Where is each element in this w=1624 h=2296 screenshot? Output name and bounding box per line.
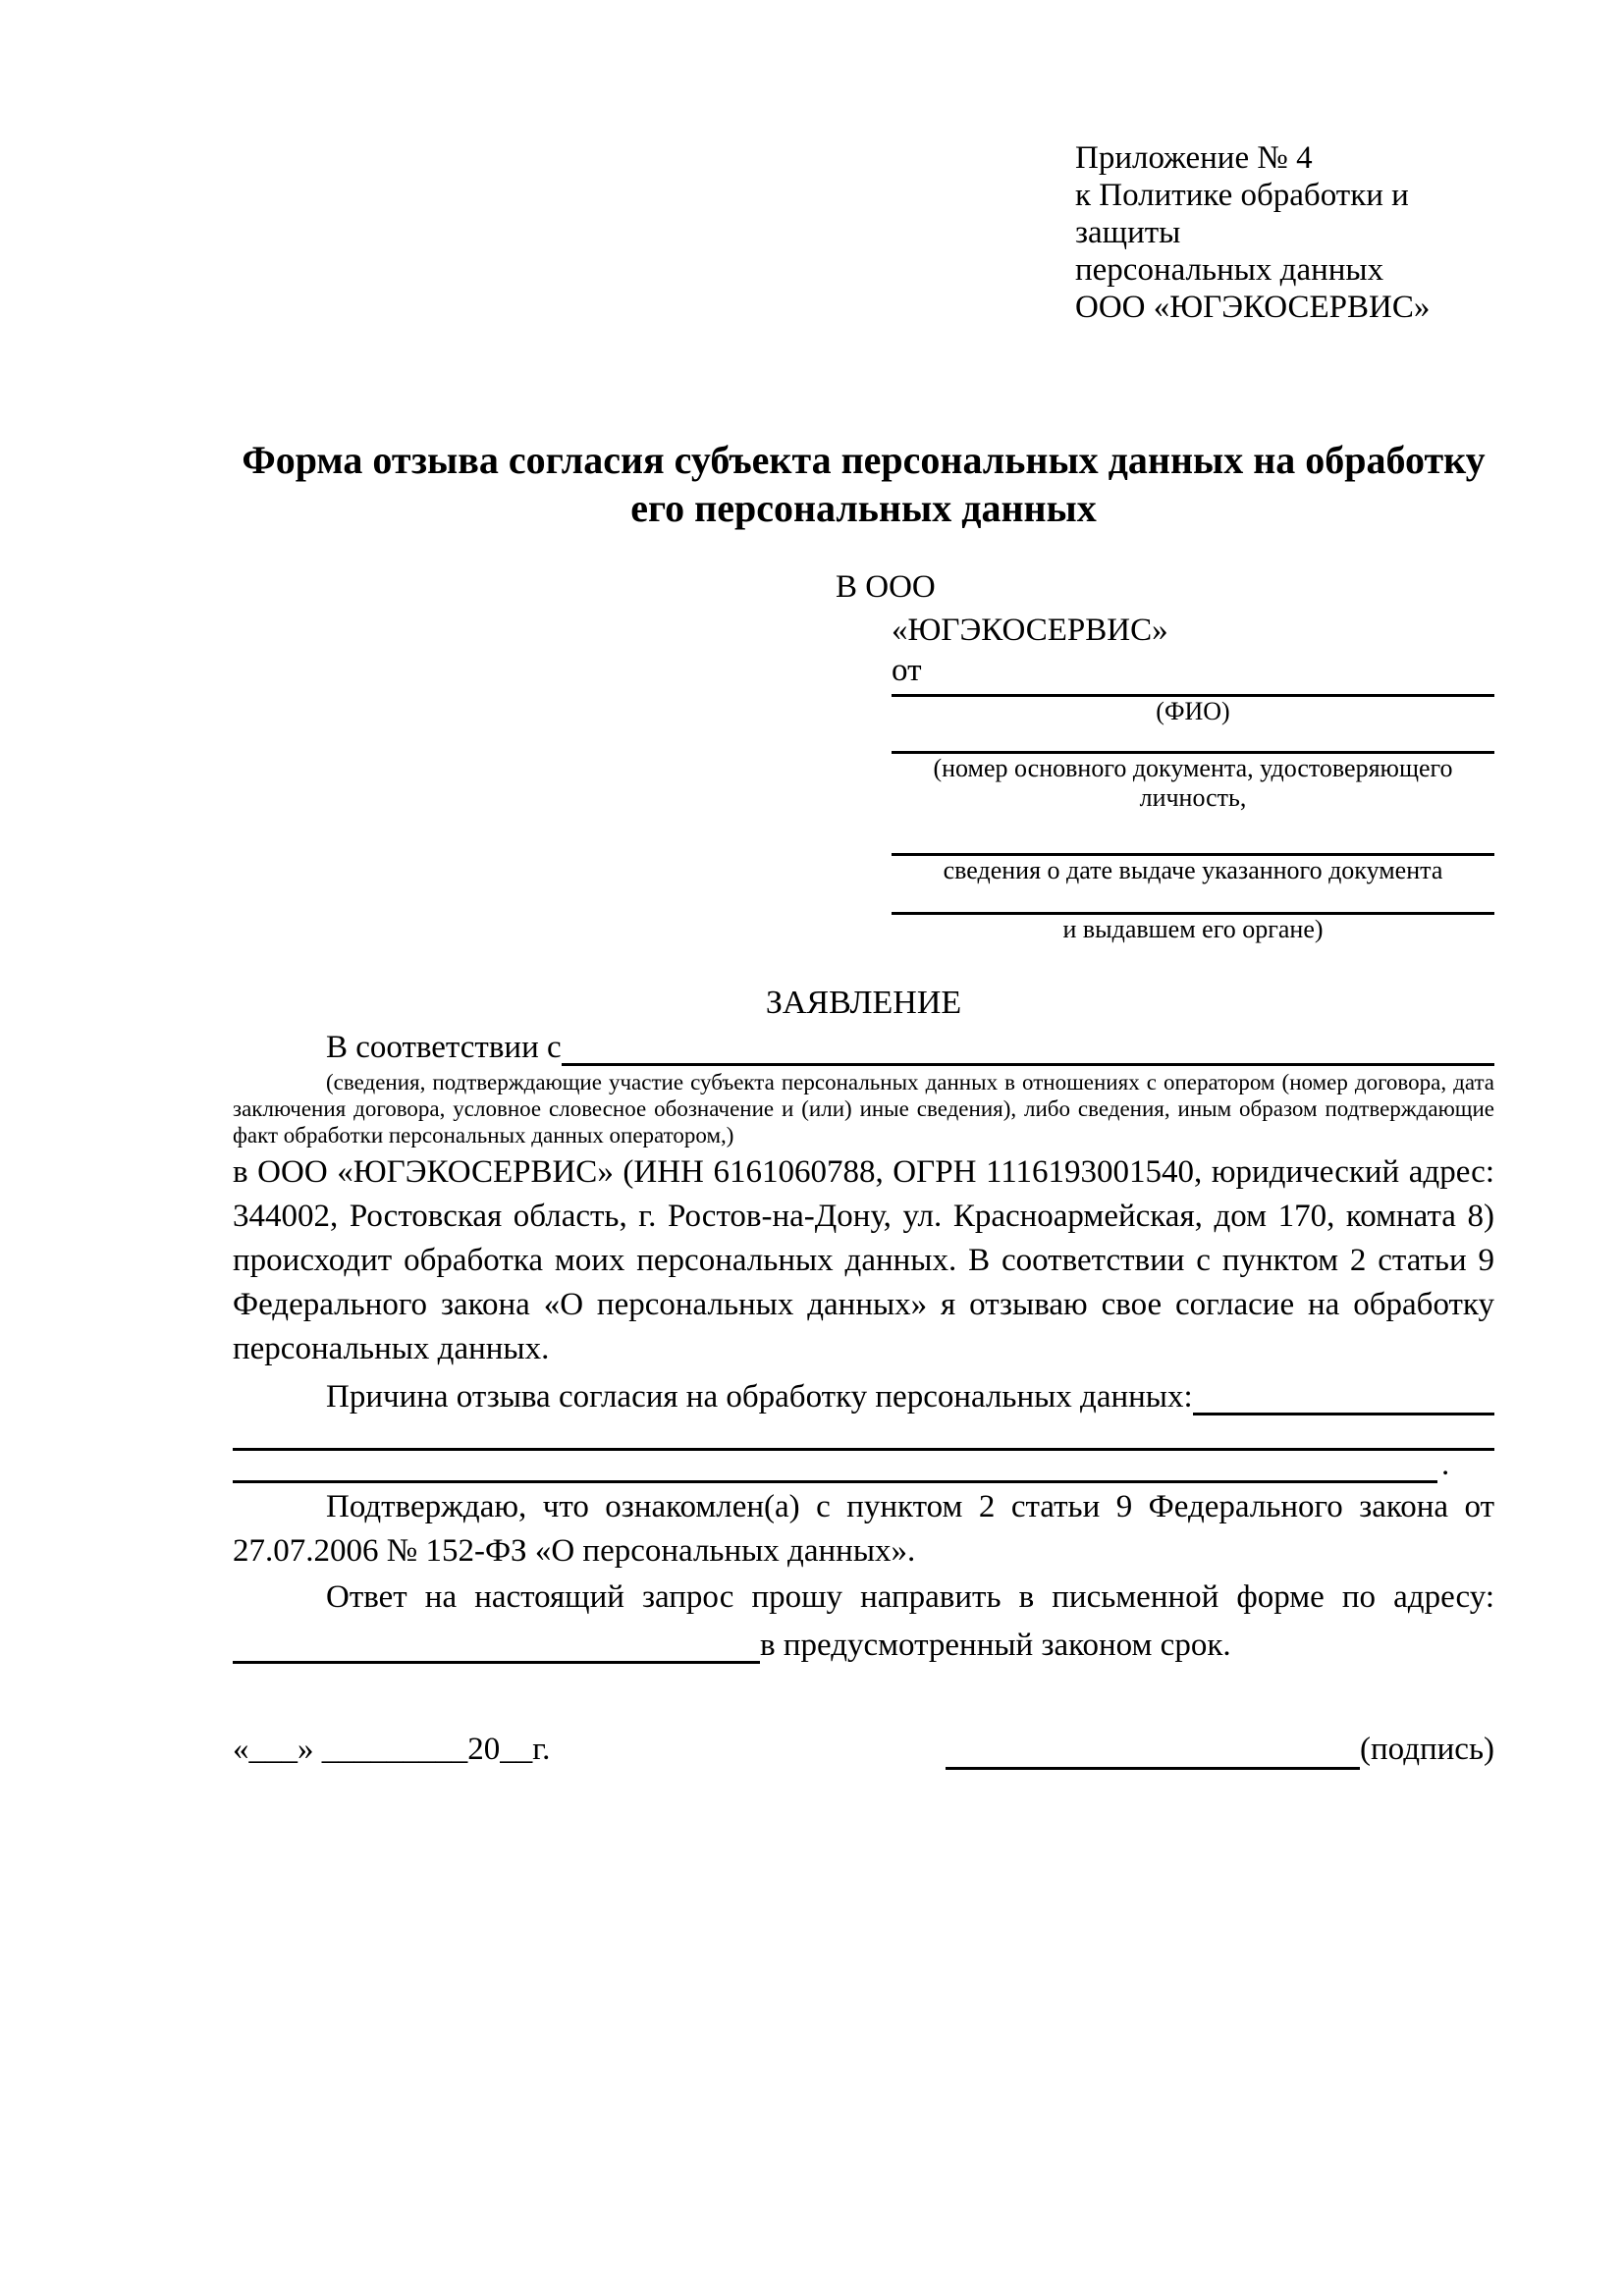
issuing-authority-field bbox=[892, 885, 1494, 944]
basis-note: (сведения, подтверждающие участие субъекта персональных данных в отношениях с оператором (номер договора, дата заключения договора, условное словесное обозначение и (или) иные сведения), либо сведения, иным образом подтверждающие факт обработки персональных данных оператором,) bbox=[233, 1070, 1494, 1148]
signature-field-line[interactable] bbox=[946, 1733, 1360, 1770]
issuing-authority-field-line[interactable] bbox=[892, 885, 1494, 915]
fio-caption: (ФИО) bbox=[1156, 697, 1230, 725]
reply-address-row bbox=[233, 1620, 1494, 1664]
addressee-org: «ЮГЭКОСЕРВИС» bbox=[892, 613, 1168, 648]
issue-date-field-line[interactable] bbox=[892, 827, 1494, 856]
signature-row bbox=[233, 1729, 1494, 1770]
issue-date-caption: сведения о дате выдаче указанного документа bbox=[943, 856, 1443, 884]
reply-suffix: в предусмотренный законом срок. bbox=[760, 1628, 1231, 1663]
signature-caption: (подпись) bbox=[1360, 1732, 1494, 1767]
reason-field-line[interactable] bbox=[1193, 1378, 1494, 1415]
document-number-caption: (номер основного документа, удостоверяющего личность, bbox=[933, 754, 1453, 812]
sentence-period: . bbox=[1441, 1447, 1450, 1482]
basis-prefix: В соответствии с bbox=[326, 1030, 562, 1065]
date-blank[interactable]: «___» _________20__г. bbox=[233, 1732, 551, 1767]
appendix-header-line: персональных данных bbox=[1075, 252, 1384, 288]
signature-group bbox=[946, 1729, 1494, 1770]
appendix-header bbox=[1075, 139, 1494, 326]
addressee-to: В ООО bbox=[836, 569, 936, 605]
reason-blank-line-1[interactable] bbox=[233, 1415, 1494, 1451]
confirmation-paragraph: Подтверждаю, что ознакомлен(а) с пунктом 2 статьи 9 Федерального закона от 27.07.2006 № 152-ФЗ «О персональных данных». bbox=[233, 1489, 1494, 1569]
statement-heading: ЗАЯВЛЕНИЕ bbox=[765, 985, 962, 1021]
issue-date-field bbox=[892, 827, 1494, 885]
reason-blank-line-2[interactable] bbox=[233, 1454, 1437, 1483]
fio-field bbox=[892, 689, 1494, 726]
basis-row bbox=[233, 1023, 1494, 1066]
reason-blank-row-2 bbox=[233, 1447, 1494, 1483]
appendix-header-line: ООО «ЮГЭКОСЕРВИС» bbox=[1075, 290, 1431, 325]
reason-row bbox=[233, 1371, 1494, 1415]
document-title: Форма отзыва согласия субъекта персональных данных на обработку его персональных данных bbox=[242, 438, 1486, 530]
appendix-header-line: Приложение № 4 bbox=[1075, 140, 1313, 176]
basis-field-line[interactable] bbox=[562, 1029, 1494, 1066]
reason-label: Причина отзыва согласия на обработку персональных данных: bbox=[326, 1379, 1193, 1415]
fio-field-line[interactable] bbox=[892, 689, 1494, 697]
document-number-field bbox=[892, 726, 1494, 813]
statement-body: в ООО «ЮГЭКОСЕРВИС» (ИНН 6161060788, ОГРН 1116193001540, юридический адрес: 344002, Ростовская область, г. Ростов-на-Дону, ул. Красноармейская, дом 170, комната 8) происходит обработка моих персональных данных. В соответствии с пунктом 2 статьи 9 Федерального закона «О персональных данных» я отзываю свое согласие на обработку персональных данных. bbox=[233, 1154, 1494, 1366]
addressee-block bbox=[233, 565, 1494, 944]
reply-request-line: Ответ на настоящий запрос прошу направить в письменной форме по адресу: bbox=[326, 1579, 1494, 1615]
issuing-authority-caption: и выдавшем его органе) bbox=[1062, 915, 1324, 943]
appendix-header-line: к Политике обработки и защиты bbox=[1075, 178, 1409, 250]
address-field-line[interactable] bbox=[233, 1627, 760, 1664]
addressee-from: от bbox=[892, 653, 922, 688]
document-number-field-line[interactable] bbox=[892, 726, 1494, 754]
